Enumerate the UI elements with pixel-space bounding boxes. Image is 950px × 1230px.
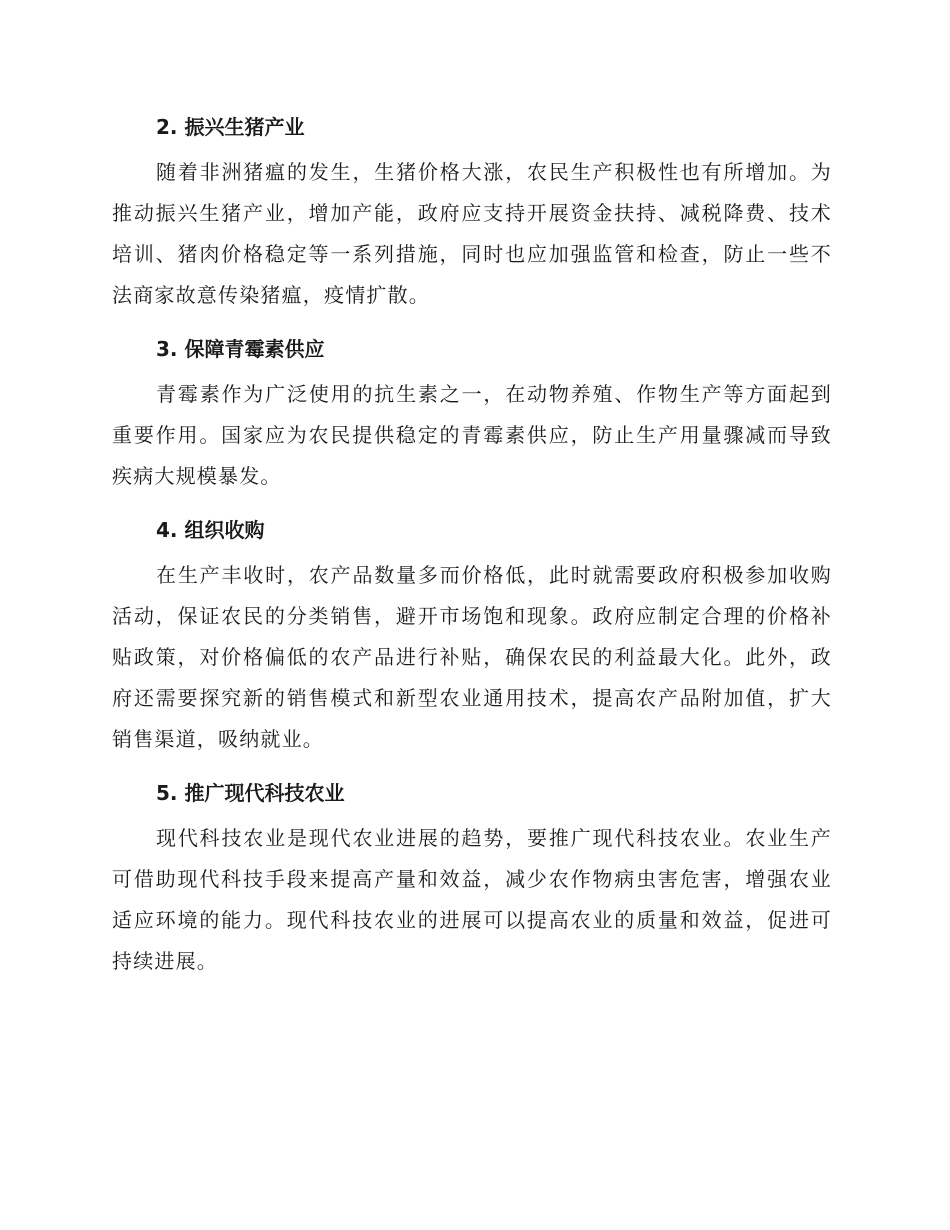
section-penicillin-supply: [112, 334, 832, 497]
section-paragraph: 青霉素作为广泛使用的抗生素之一，在动物养殖、作物生产等方面起到重要作用。国家应为农民提供稳定的青霉素供应，防止生产用量骤减而导致疾病大规模暴发。: [112, 382, 832, 488]
section-heading: 2. 振兴生猪产业: [156, 115, 305, 139]
section-paragraph: 随着非洲猪瘟的发生，生猪价格大涨，农民生产积极性也有所增加。为推动振兴生猪产业，增加产能，政府应支持开展资金扶持、减税降费、技术培训、猪肉价格稳定等一系列措施，同时也应加强监管和检查，防止一些不法商家故意传染猪瘟，疫情扩散。: [112, 160, 832, 307]
section-paragraph: 现代科技农业是现代农业进展的趋势，要推广现代科技农业。农业生产可借助现代科技手段来提高产量和效益，减少农作物病虫害危害，增强农业适应环境的能力。现代科技农业的进展可以提高农业的质量和效益，促进可持续进展。: [112, 826, 832, 973]
section-heading: 5. 推广现代科技农业: [156, 781, 345, 805]
section-modern-tech-agriculture: [112, 778, 832, 982]
section-pig-industry: [112, 112, 832, 316]
section-paragraph: 在生产丰收时，农产品数量多而价格低，此时就需要政府积极参加收购活动，保证农民的分类销售，避开市场饱和现象。政府应制定合理的价格补贴政策，对价格偏低的农产品进行补贴，确保农民的利益最大化。此外，政府还需要探究新的销售模式和新型农业通用技术，提高农产品附加值，扩大销售渠道，吸纳就业。: [112, 563, 832, 751]
section-heading: 4. 组织收购: [156, 518, 265, 542]
section-heading: 3. 保障青霉素供应: [156, 337, 325, 361]
section-organized-purchase: [112, 515, 832, 760]
